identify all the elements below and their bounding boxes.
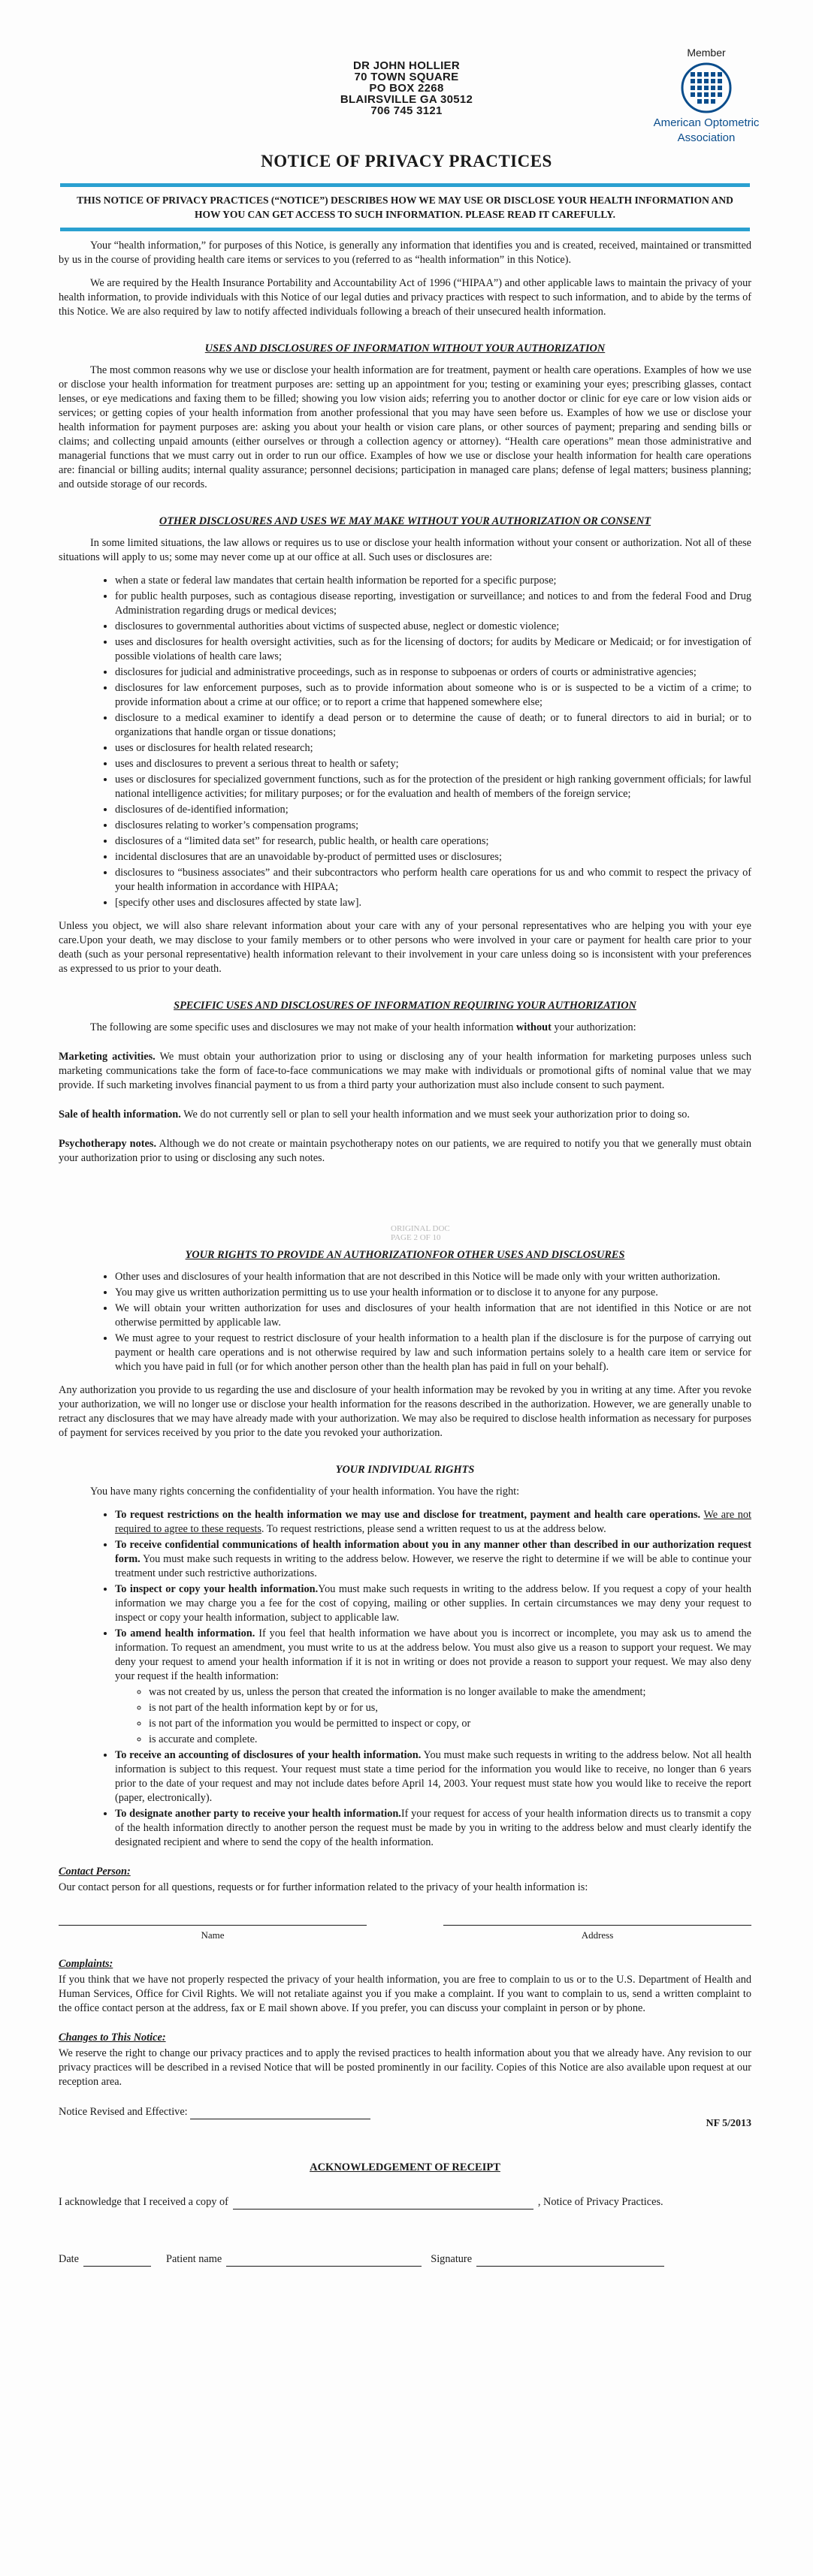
contact-name-field[interactable] xyxy=(59,1925,367,1942)
faded-stamp-line1: ORIGINAL DOC xyxy=(391,1224,450,1233)
section-heading-rights-auth: YOUR RIGHTS TO PROVIDE AN AUTHORIZATIONFOR OTHER USES AND DISCLOSURES xyxy=(185,1249,625,1261)
list-item: • You may give us written authorization permitting us to use your health information or to disclose it to anyone for any purpose. xyxy=(115,1286,751,1300)
aoa-logo xyxy=(642,47,770,144)
specific-intro-after: your authorization: xyxy=(551,1021,636,1033)
section-heading-individual-rights: YOUR INDIVIDUAL RIGHTS xyxy=(335,1464,475,1476)
list-item: • uses or disclosures for health related research; xyxy=(115,741,751,756)
acknowledgement-heading: ACKNOWLEDGEMENT OF RECEIPT xyxy=(310,2161,500,2173)
marketing-label: Marketing activities. xyxy=(59,1051,156,1063)
acknowledge-sentence-start: I acknowledge that I received a copy of xyxy=(59,2196,228,2208)
right-text: . To request restrictions, please send a written request to us at the address below. xyxy=(261,1523,606,1535)
list-item: • incidental disclosures that are an unavoidable by-product of permitted uses or disclosures; xyxy=(115,850,751,864)
list-item xyxy=(115,1627,751,1747)
intro-notice: THIS NOTICE OF PRIVACY PRACTICES (“NOTICE”) DESCRIBES HOW WE MAY USE OR DISCLOSE YOUR HEALTH INFORMATION AND HOW YOU CAN GET ACCESS TO SUCH INFORMATION. PLEASE READ IT CAREFULLY. xyxy=(60,183,750,231)
right-text: You must make such requests in writing to the address below. Not all health information is subject to this request. Your request must state a time period for the information you would like to receive, no longer than 6 years prior to the date of your request and may not include dates before April 14, 2003. Your request must state how you would like to receive the report (paper, electronically). xyxy=(115,1749,751,1804)
section-heading-other: OTHER DISCLOSURES AND USES WE MAY MAKE WITHOUT YOUR AUTHORIZATION OR CONSENT xyxy=(159,515,651,527)
contact-heading: Contact Person: xyxy=(59,1866,131,1878)
practice-address-line2: PO BOX 2268 xyxy=(369,82,444,95)
contact-text: Our contact person for all questions, requests or for further information related to the privacy of your health information is: xyxy=(59,1881,588,1893)
individual-rights-intro: You have many rights concerning the confidentiality of your health information. You have the right: xyxy=(90,1486,520,1498)
psych-text: Although we do not create or maintain psychotherapy notes on our patients, we are required to notify you that we generally must obtain your authorization prior to using or disclosing any such notes. xyxy=(59,1138,751,1164)
aoa-globe-icon xyxy=(680,62,733,114)
sale-paragraph xyxy=(59,1108,751,1122)
revised-date-field[interactable] xyxy=(190,2104,370,2119)
intro-paragraph-1: Your “health information,” for purposes of this Notice, is generally any information that identifies you and is created, received, maintained or transmitted by us in the course of providing health care items or services to you (referred to as “health information” in this Notice). xyxy=(59,240,751,266)
individual-rights-list xyxy=(59,1508,751,1850)
right-label: To amend health information. xyxy=(115,1627,255,1639)
rights-auth-closing: Any authorization you provide to us regarding the use and disclosure of your health information may be revoked by you in writing at any time. After you revoke your authorization, we will no longer use or disclose your health information for the reasons described in the authorization. However, we are generally unable to retract any disclosures that we may have already made with your authorization. We may also be required to disclose health information as necessary for purposes of payment for services received by you prior to the date you revoked your authorization. xyxy=(59,1384,751,1439)
right-text: If your request for access of your health information directs us to transmit a copy of the health information directly to another person the request must be made by you in writing to the address below and must clearly identify the designated recipient and where to send the copy of the health information. xyxy=(115,1808,752,1848)
section-without-auth-body: The most common reasons why we use or disclose your health information are for treatment, payment or health care operations. Examples of how we use or disclose your health information for treatment purposes are: setting up an appointment for you; testing or examining your eyes; prescribing glasses, contact lenses, or eye medications and faxing them to be filled; showing you low vision aids; referring you to another doctor or clinic for eye care or low vision aids or services; or getting copies of your health information from another professional that you may have seen before us. Examples of how we use or disclose your health information for payment purposes are: asking you about your health or vision care plans, or other sources of payment; preparing and sending bills or claims; and collecting unpaid amounts (either ourselves or through a collection agency or attorney). “Health care operations” mean those administrative and managerial functions that we must carry out in order to run our office. Examples of how we use or disclose your health information for health care operations are: financial or billing audits; internal quality assurance; personnel decisions; participation in managed care plans; defense of legal matters; business planning; and outside storage of our records. xyxy=(59,364,751,490)
logo-member-label: Member xyxy=(687,47,726,59)
logo-org-line1: American Optometric xyxy=(653,116,760,129)
marketing-text: We must obtain your authorization prior to using or disclosing any of your health information for marketing purposes unless such marketing communications take the form of face-to-face communications we may make with individuals or promotional gifts of nominal value that we may provide. If such marketing involves financial payment to us from a third party your authorization must also include consent to such payment. xyxy=(59,1051,751,1091)
practice-name: DR JOHN HOLLIER xyxy=(352,59,460,72)
signature-field[interactable] xyxy=(476,2252,664,2267)
list-item: • disclosures to “business associates” and their subcontractors who perform health care operations for us and who commit to respect the privacy of your health information in accordance with HIPAA; xyxy=(115,866,751,894)
right-label: To designate another party to receive your health information. xyxy=(115,1808,401,1820)
list-item: • uses and disclosures to prevent a serious threat to health or safety; xyxy=(115,757,751,771)
section-heading-without-auth: USES AND DISCLOSURES OF INFORMATION WITHOUT YOUR AUTHORIZATION xyxy=(204,342,606,354)
practice-city-state-zip: BLAIRSVILLE GA 30512 xyxy=(340,93,473,106)
contact-address-field[interactable] xyxy=(443,1925,751,1942)
list-item: • uses and disclosures for health oversight activities, such as for the licensing of doctors; for audits by Medicare or Medicaid; or for investigation of possible violations of health care laws; xyxy=(115,635,751,664)
revised-label: Notice Revised and Effective: xyxy=(59,2106,188,2118)
section-specific-intro xyxy=(59,1021,751,1035)
list-item: ◦ is not part of the health information kept by or for us, xyxy=(149,1701,751,1715)
list-item: • disclosures to governmental authorities about victims of suspected abuse, neglect or domestic violence; xyxy=(115,620,751,634)
date-field[interactable] xyxy=(83,2252,151,2267)
list-item: • We must agree to your request to restrict disclosure of your health information to a health plan if the disclosure is for the purpose of carrying out payment or health care operations and is not otherwise required by law and such information pertains solely to a health care item or service for which you have paid in full (or for which another person other than the health plan has paid in full on your behalf). xyxy=(115,1332,751,1374)
right-underlined: We are not required to agree to these requests xyxy=(115,1509,751,1535)
marketing-paragraph xyxy=(59,1050,751,1093)
list-item xyxy=(115,1807,751,1850)
contact-address-label: Address xyxy=(443,1925,751,1942)
form-code: NF 5/2013 xyxy=(706,2118,751,2129)
list-item: • Other uses and disclosures of your health information that are not described in this Notice will be made only with your written authorization. xyxy=(115,1270,751,1284)
sale-text: We do not currently sell or plan to sell your health information and we must seek your authorization prior to doing so. xyxy=(180,1109,690,1121)
psych-label: Psychotherapy notes. xyxy=(59,1138,157,1150)
list-item: • disclosures for law enforcement purposes, such as to provide information about someone who is or is suspected to be a victim of a crime; to provide information about a crime at our office; or to report a crime that happened somewhere else; xyxy=(115,681,751,710)
list-item: • disclosures of de-identified information; xyxy=(115,803,751,817)
acknowledge-row xyxy=(59,2194,751,2210)
patient-name-field[interactable] xyxy=(226,2252,422,2267)
patient-name-label: Patient name xyxy=(166,2253,222,2265)
rights-auth-list xyxy=(59,1270,751,1374)
section-heading-specific: SPECIFIC USES AND DISCLOSURES OF INFORMATION REQUIRING YOUR AUTHORIZATION xyxy=(174,1000,636,1012)
list-item xyxy=(115,1538,751,1581)
section-other-intro: In some limited situations, the law allows or requires us to use or disclose your health information without your consent or authorization. Not all of these situations will apply to us; some may never come up at our office at all. Such uses or disclosures are: xyxy=(59,537,751,563)
document-body xyxy=(59,239,751,2267)
complaints-text: If you think that we have not properly respected the privacy of your health information, you are free to complain to us or to the U.S. Department of Health and Human Services, Office for Civil Rights. We will not retaliate against you if you make a complaint. If you want to complain to us, send a written complaint to the office contact person at the address, fax or E mail shown above. If you prefer, you can discuss your complaint in person or by phone. xyxy=(59,1974,751,2014)
list-item: • disclosures relating to worker’s compensation programs; xyxy=(115,819,751,833)
logo-org-line2: Association xyxy=(677,131,736,144)
list-item: • disclosure to a medical examiner to identify a dead person or to determine the cause of death; or to funeral directors to aid in burial; or to organizations that handle organ or tissue donations; xyxy=(115,711,751,740)
acknowledge-sentence-end: , Notice of Privacy Practices. xyxy=(537,2196,663,2208)
specific-intro-before: The following are some specific uses and disclosures we may not make of your health information xyxy=(90,1021,516,1033)
list-item xyxy=(115,1508,751,1537)
contact-fields xyxy=(59,1925,751,1942)
list-item: • We will obtain your written authorization for uses and disclosures of your health information that are not identified in this Notice or are not otherwise permitted by applicable law. xyxy=(115,1302,751,1330)
other-disclosures-list xyxy=(59,574,751,910)
list-item: • uses or disclosures for specialized government functions, such as for the protection of the president or high ranking government officials; for lawful national intelligence activities; for military purposes; or for the evaluation and health of members of the foreign service; xyxy=(115,773,751,801)
section-other-closing: Unless you object, we will also share relevant information about your care with any of your personal representatives who are helping you with your eye care.Upon your death, we may disclose to your family members or to other persons who were involved in your care or payment for health care prior to your death (such as your personal representative) health information relevant to their involvement in your care unless doing so is inconsistent with your preferences as expressed to us prior to your death. xyxy=(59,920,751,975)
list-item: ◦ is not part of the information you would be permitted to inspect or copy, or xyxy=(149,1717,751,1731)
list-item: ◦ was not created by us, unless the person that created the information is no longer available to make the amendment; xyxy=(149,1685,751,1700)
list-item: • [specify other uses and disclosures affected by state law]. xyxy=(115,896,751,910)
signature-label: Signature xyxy=(431,2253,473,2265)
psych-paragraph xyxy=(59,1137,751,1166)
specific-intro-bold: without xyxy=(515,1021,552,1033)
list-item: • when a state or federal law mandates that certain health information be reported for a specific purpose; xyxy=(115,574,751,588)
right-label: To inspect or copy your health information. xyxy=(115,1583,319,1595)
document-title: NOTICE OF PRIVACY PRACTICES xyxy=(261,152,552,170)
signature-row xyxy=(59,2252,751,2267)
list-item: • disclosures of a “limited data set” for research, public health, or health care operations; xyxy=(115,834,751,849)
changes-text: We reserve the right to change our privacy practices and to apply the revised practices to health information about you that we already have. Any revision to our privacy practices will be described in a revised Notice that will be posted prominently in our facility. Copies of this Notice are also available upon request at our reception area. xyxy=(59,2047,751,2088)
changes-heading: Changes to This Notice: xyxy=(59,2032,166,2044)
faded-stamp-line2: PAGE 2 OF 10 xyxy=(391,1233,441,1242)
date-label: Date xyxy=(59,2253,79,2265)
list-item xyxy=(115,1748,751,1805)
practice-address-line1: 70 TOWN SQUARE xyxy=(354,71,459,83)
right-text: You must make such requests in writing to the address below. If you request a copy of your health information we may charge you a fee for the cost of copying, mailing or other supplies. In certain circumstances we may deny your request to inspect or copy your health information, subject to applicable law. xyxy=(115,1583,751,1624)
amend-subitems xyxy=(115,1685,751,1747)
contact-name-label: Name xyxy=(59,1925,367,1942)
intro-paragraph-2: We are required by the Health Insurance Portability and Accountability Act of 1996 (“HIPAA”) and other applicable laws to maintain the privacy of your health information, to provide individuals with this Notice of our legal duties and privacy practices with respect to such information, and to abide by the terms of this Notice. We are also required by law to notify affected individuals following a breach of their unsecured health information. xyxy=(59,277,751,318)
sale-label: Sale of health information. xyxy=(59,1109,181,1121)
right-label: To receive confidential communications of health information about you in any manner other than described in our authorization request form. xyxy=(115,1539,751,1565)
list-item: ◦ is accurate and complete. xyxy=(149,1733,751,1747)
practice-name-field[interactable] xyxy=(233,2194,533,2210)
complaints-heading: Complaints: xyxy=(59,1958,113,1970)
right-text: You must make such requests in writing to the address below. However, we reserve the right to determine if we will be able to continue your treatment under such restrictive authorizations. xyxy=(115,1553,751,1579)
practice-phone: 706 745 3121 xyxy=(370,104,443,117)
right-text: If you feel that health information we have about you is incorrect or incomplete, you may ask us to amend the information. To request an amendment, you must write to us at the address below. You must also give us a reason to support your request. We may deny your request to amend your health information if it is not in writing or does not provide a reason to support your request. We may also deny your request if the health information: xyxy=(115,1627,751,1682)
list-item xyxy=(115,1582,751,1625)
list-item: • disclosures for judicial and administrative proceedings, such as in response to subpoenas or orders of courts or administrative agencies; xyxy=(115,665,751,680)
right-label: To receive an accounting of disclosures of your health information. xyxy=(115,1749,422,1761)
list-item: • for public health purposes, such as contagious disease reporting, investigation or surveillance; and notices to and from the federal Food and Drug Administration regarding drugs or medical devices; xyxy=(115,590,751,618)
right-label: To request restrictions on the health information we may use and disclose for treatment, payment and health care operations. xyxy=(115,1509,701,1521)
